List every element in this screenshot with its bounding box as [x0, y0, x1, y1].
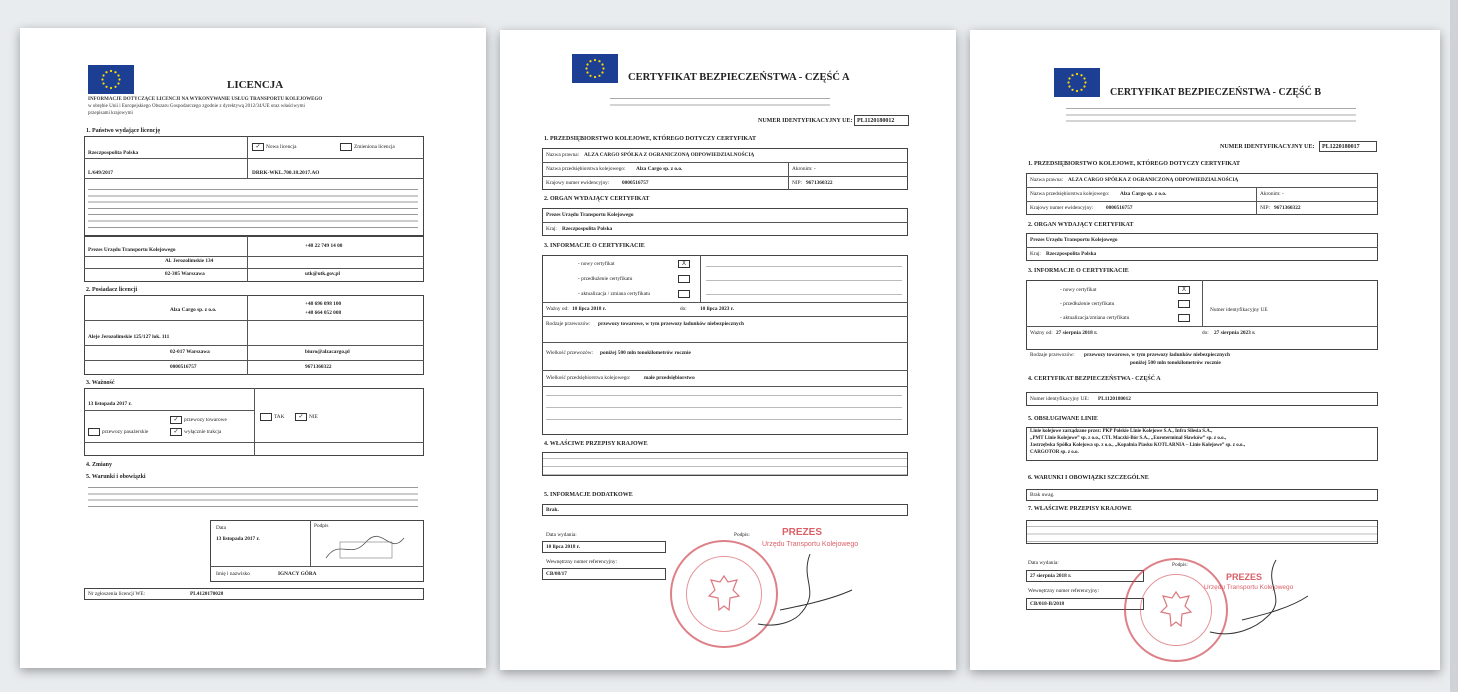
cert-b-issue-label: Data wydania: [1028, 560, 1059, 566]
cert-b-sign-label: Podpis: [1172, 562, 1188, 568]
cert-a-id-label: NUMER IDENTYFIKACYJNY UE: [758, 118, 853, 124]
licence-holder-nip: 9671360322 [305, 364, 332, 370]
cert-a-renew-checkbox [678, 275, 690, 283]
cert-a-valid-to: 10 lipca 2023 r. [700, 306, 734, 312]
cert-a-prev-cert-text [706, 262, 902, 298]
cert-b-update-label: - aktualizacja/zmiana certyfikatu [1060, 315, 1130, 321]
cert-a-country-label: Kraj: [546, 226, 557, 232]
cert-b-section-2: 2. ORGAN WYDAJĄCY CERTYFIKAT [1028, 222, 1134, 228]
cert-a-renew-label: - przedłużenie certyfikatu [578, 276, 633, 282]
cert-b-conditions-box [1026, 489, 1378, 501]
cert-b-section-5: 5. OBSŁUGIWANE LINIE [1028, 416, 1098, 422]
no-checkbox: ✓ [295, 413, 307, 421]
certificate-a-document [500, 30, 956, 670]
cert-b-law-box [1026, 520, 1378, 544]
cert-b-lines-2: „PMT Linie Kolejowe” sp. z o.o., CTL Maczki-Bór S.A., „Euroterminal Sławków” sp. z o.o., [1030, 436, 1227, 441]
cert-b-issue-date: 27 sierpnia 2018 r. [1030, 573, 1072, 579]
cert-a-new-checkbox: X [678, 260, 690, 268]
cert-a-service-value: przewozy towarowe, w tym przewozy ładunków niebezpiecznych [598, 321, 744, 327]
cert-a-abbr-label: Nazwa przedsiębiorstwa kolejowego: [546, 166, 626, 172]
licence-issuer-street: Al. Jerozolimskie 134 [165, 258, 214, 264]
cert-b-service-value: przewozy towarowe, w tym przewozy ładunków niebezpiecznych [1084, 352, 1230, 358]
freight-label: przewozy towarowe [184, 417, 227, 423]
yes-label: TAK [274, 414, 285, 420]
cert-b-lines-3: Jastrzębska Spółka Kolejowa sp. z o.o., „Kopalnia Piasku KOTLARNIA – Linie Kolejowe” sp. z o.o., [1030, 443, 1246, 448]
licence-conditions-text [88, 483, 418, 509]
cert-b-section-4: 4. CERTYFIKAT BEZPIECZEŃSTWA - CZĘŚĆ A [1028, 376, 1161, 382]
cert-a-name-value: ALZA CARGO SPÓŁKA Z OGRANICZONĄ ODPOWIEDZIALNOŚCIĄ [584, 152, 755, 158]
cert-a-section-2: 2. ORGAN WYDAJĄCY CERTYFIKAT [544, 196, 650, 202]
cert-a-update-checkbox [678, 290, 690, 298]
cert-b-name-value: ALZA CARGO SPÓŁKA Z OGRANICZONĄ ODPOWIEDZIALNOŚCIĄ [1068, 177, 1239, 183]
cert-a-intro-text [610, 94, 830, 107]
licence-section-3: 3. Ważność [86, 380, 115, 386]
licence-stamp-icon [320, 530, 410, 564]
licence-holder-phone-2: +48 664 052 008 [305, 310, 342, 316]
cert-b-prev-id-label: Numer identyfikacyjny UE [1210, 307, 1268, 313]
cert-a-id-value: PL1120180012 [857, 118, 895, 124]
cert-a-issuer: Prezes Urzędu Transportu Kolejowego [546, 212, 634, 218]
cert-a-section-3: 3. INFORMACJE O CERTYFIKACIE [544, 243, 645, 249]
cert-b-new-checkbox: X [1178, 286, 1190, 294]
licence-holder-email: biuro@alzacargo.pl [305, 349, 350, 355]
cert-b-part-a-value: PL1120180012 [1098, 396, 1131, 402]
cert-b-part-a-label: Numer identyfikacyjny UE: [1030, 396, 1090, 402]
licence-issuer-city: 02-305 Warszawa [165, 271, 205, 277]
cert-b-abbr-label: Nazwa przedsiębiorstwa kolejowego: [1030, 191, 1110, 197]
cert-b-reg-label: Krajowy numer ewidencyjny: [1030, 205, 1094, 211]
yes-checkbox [260, 413, 272, 421]
cert-a-stamp-title: PREZES [782, 527, 823, 538]
cert-a-pou-text [546, 390, 902, 430]
eu-flag-icon [88, 65, 134, 94]
cert-a-acronym: Akronim: - [792, 166, 816, 172]
cert-b-service-label: Rodzaje przewozów: [1030, 352, 1075, 358]
cert-b-valid-from-label: Ważny od: [1030, 330, 1053, 336]
cert-b-intro-text [1066, 104, 1356, 124]
cert-b-issuer: Prezes Urzędu Transportu Kolejowego [1030, 237, 1118, 243]
cert-a-ref-value: CB/08/17 [546, 571, 567, 577]
licence-section-5: 5. Warunki i obowiązki [86, 474, 146, 480]
cert-a-valid-from-label: Ważny od: [546, 306, 569, 312]
cert-b-lines-1: Linie kolejowe zarządzane przez: PKP Polskie Linie Kolejowe S.A., Infra Silesia S.A., [1030, 429, 1213, 434]
licence-name-value: IGNACY GÓRA [278, 571, 317, 577]
cert-a-update-label: - aktualizacja / zmiana certyfikatu [578, 291, 651, 297]
cert-a-title: CERTYFIKAT BEZPIECZEŃSTWA - CZĘŚĆ A [628, 72, 850, 83]
cert-a-section-1: 1. PRZEDSIĘBIORSTWO KOLEJOWE, KTÓREGO DOTYCZY CERTYFIKAT [544, 136, 756, 142]
cert-a-stamp-sub: Urzędu Transportu Kolejowego [762, 541, 859, 548]
passenger-label: przewozy pasażerskie [102, 429, 149, 435]
licence-date-label: Data [216, 525, 226, 531]
certificate-b-document [970, 30, 1440, 670]
cert-a-additional-box [542, 504, 908, 516]
cert-b-nip-value: 9671360322 [1274, 205, 1301, 211]
cert-a-nip-value: 9671360322 [806, 180, 833, 186]
cert-a-ref-label: Wewnętrzny numer referencyjny: [546, 559, 618, 565]
cert-a-abbr-value: Alza Cargo sp. z o.o. [636, 166, 683, 172]
cert-b-conditions: Brak uwag. [1030, 492, 1055, 498]
eu-flag-icon [572, 54, 618, 83]
cert-a-reg-value: 0000516757 [622, 180, 649, 186]
licence-holder-reg: 0000516757 [170, 364, 197, 370]
window-edge [1450, 0, 1458, 692]
cert-a-section-4: 4. WŁAŚCIWE PRZEPISY KRAJOWE [544, 441, 648, 447]
cert-a-new-label: - nowy certyfikat [578, 261, 615, 267]
new-licence-checkbox: ✓ [252, 143, 264, 151]
cert-b-update-checkbox [1178, 314, 1190, 322]
cert-a-size-value: małe przedsiębiorstwo [644, 375, 695, 381]
cert-b-stamp-sub: Urzędu Transportu Kolejowego [1204, 584, 1294, 591]
cert-b-valid-to: 27 sierpnia 2023 r. [1214, 330, 1256, 336]
licence-subtitle-2: w obrębie Unii i Europejskiego Obszaru Gospodarczego zgodnie z dyrektywą 2012/34/UE oraz właściwymi [88, 104, 305, 109]
cert-b-nip-label: NIP: [1260, 205, 1271, 211]
licence-name-label: Imię i nazwisko [216, 571, 250, 577]
cert-b-renew-label: - przedłużenie certyfikatu [1060, 301, 1115, 307]
cert-b-section-3: 3. INFORMACJE O CERTYFIKACIE [1028, 268, 1129, 274]
cert-a-country: Rzeczpospolita Polska [562, 226, 613, 232]
freight-checkbox: ✓ [170, 416, 182, 424]
cert-a-nip-label: NIP: [792, 180, 803, 186]
cert-a-volume-value: poniżej 500 mln tonokilometrów rocznie [600, 350, 691, 356]
cert-b-stamp-title: PREZES [1226, 572, 1263, 582]
cert-a-name-label: Nazwa prawna: [546, 152, 580, 158]
cert-b-section-6: 6. WARUNKI I OBOWIĄZKI SZCZEGÓLNE [1028, 475, 1149, 481]
licence-sign-label: Podpis [314, 523, 329, 529]
cert-a-volume-label: Wielkość przewozów: [546, 350, 593, 356]
cert-a-valid-to-label: do: [680, 306, 687, 312]
cert-a-issue-date: 10 lipca 2018 r. [546, 544, 580, 550]
cert-b-new-label: - nowy certyfikat [1060, 287, 1097, 293]
cert-b-title: CERTYFIKAT BEZPIECZEŃSTWA - CZĘŚĆ B [1110, 87, 1322, 98]
cert-b-id-label: NUMER IDENTYFIKACYJNY UE: [1220, 144, 1315, 150]
licence-ref-number: DRRK-WKL.700.18.2017.AO [252, 170, 320, 176]
cert-b-section-7: 7. WŁAŚCIWE PRZEPISY KRAJOWE [1028, 506, 1132, 512]
licence-number: L/649/2017 [88, 170, 114, 176]
licence-holder-name: Alza Cargo sp. z o.o. [170, 307, 217, 313]
signature-icon [1190, 554, 1310, 644]
licence-date-value: 13 listopada 2017 r. [216, 536, 260, 542]
cert-b-section-1: 1. PRZEDSIĘBIORSTWO KOLEJOWE, KTÓREGO DOTYCZY CERTYFIKAT [1028, 161, 1240, 167]
cert-b-volume-value: poniżej 500 mln tonokilometrów rocznie [1130, 360, 1221, 366]
cert-a-issue-label: Data wydania: [546, 532, 577, 538]
cert-b-ref-label: Wewnętrzny numer referencyjny: [1028, 588, 1100, 594]
cert-b-valid-from: 27 sierpnia 2018 r. [1056, 330, 1098, 336]
cert-b-country: Rzeczpospolita Polska [1046, 251, 1097, 257]
signature-icon [740, 550, 860, 630]
licence-subtitle-3: przepisami krajowymi [88, 111, 133, 116]
licence-issuer-email: utk@utk.gov.pl [305, 271, 340, 277]
cert-a-section-5: 5. INFORMACJE DODATKOWE [544, 492, 633, 498]
new-licence-label: Nowa licencja [266, 144, 297, 150]
cert-a-additional: Brak. [546, 507, 559, 513]
licence-holder-street: Aleje Jerozolimskie 125/127 lok. 111 [88, 334, 170, 340]
cert-b-valid-to-label: do: [1202, 330, 1209, 336]
cert-b-lines-4: CARGOTOR sp. z o.o. [1030, 450, 1079, 455]
licence-notif-value: PL4120170028 [190, 591, 224, 597]
licence-valid-from: 13 listopada 2017 r. [88, 401, 132, 407]
licence-issuer: Prezes Urzędu Transportu Kolejowego [88, 247, 176, 253]
cert-b-reg-value: 0000516757 [1106, 205, 1133, 211]
licence-document [20, 28, 486, 668]
cert-a-reg-label: Krajowy numer ewidencyjny: [546, 180, 610, 186]
licence-section-1: 1. Państwo wydające licencję [86, 128, 160, 134]
licence-section-2: 2. Posiadacz licencji [86, 287, 138, 293]
changed-licence-checkbox [340, 143, 352, 151]
cert-a-valid-from: 10 lipca 2018 r. [572, 306, 606, 312]
cert-b-id-value: PL1220180017 [1322, 144, 1360, 150]
licence-title: LICENCJA [227, 79, 284, 91]
cert-a-law-box [542, 452, 908, 476]
eu-flag-icon [1054, 68, 1100, 97]
cert-a-size-label: Wielkość przedsiębiorstwa kolejowego: [546, 375, 631, 381]
traction-label: wyłącznie trakcja [184, 429, 222, 435]
licence-issuer-box [84, 236, 424, 282]
cert-a-service-label: Rodzaje przewozów: [546, 321, 591, 327]
licence-section-4: 4. Zmiany [86, 462, 113, 468]
licence-holder-phone-1: +48 696 098 100 [305, 301, 342, 307]
cert-b-abbr-value: Alza Cargo sp. z o.o. [1120, 191, 1167, 197]
licence-legal-basis-text [88, 185, 418, 233]
cert-b-name-label: Nazwa prawna: [1030, 177, 1064, 183]
licence-issuer-phone: +48 22 749 14 00 [305, 243, 343, 249]
licence-country: Rzeczpospolita Polska [88, 150, 139, 156]
passenger-checkbox [88, 428, 100, 436]
cert-b-ref-value: CB/018-B/2018 [1030, 601, 1065, 607]
licence-holder-city: 02-017 Warszawa [170, 349, 210, 355]
traction-checkbox: ✓ [170, 428, 182, 436]
licence-subtitle: INFORMACJE DOTYCZĄCE LICENCJI NA WYKONYWANIE USŁUG TRANSPORTU KOLEJOWEGO [88, 97, 323, 102]
no-label: NIE [309, 414, 318, 420]
licence-notif-label: Nr zgłoszenia licencji WE: [88, 591, 146, 597]
cert-b-acronym: Akronim: - [1260, 191, 1284, 197]
cert-b-country-label: Kraj: [1030, 251, 1041, 257]
cert-b-renew-checkbox [1178, 300, 1190, 308]
cert-a-sign-label: Podpis: [734, 532, 750, 538]
changed-licence-label: Zmieniona licencja [354, 144, 395, 150]
